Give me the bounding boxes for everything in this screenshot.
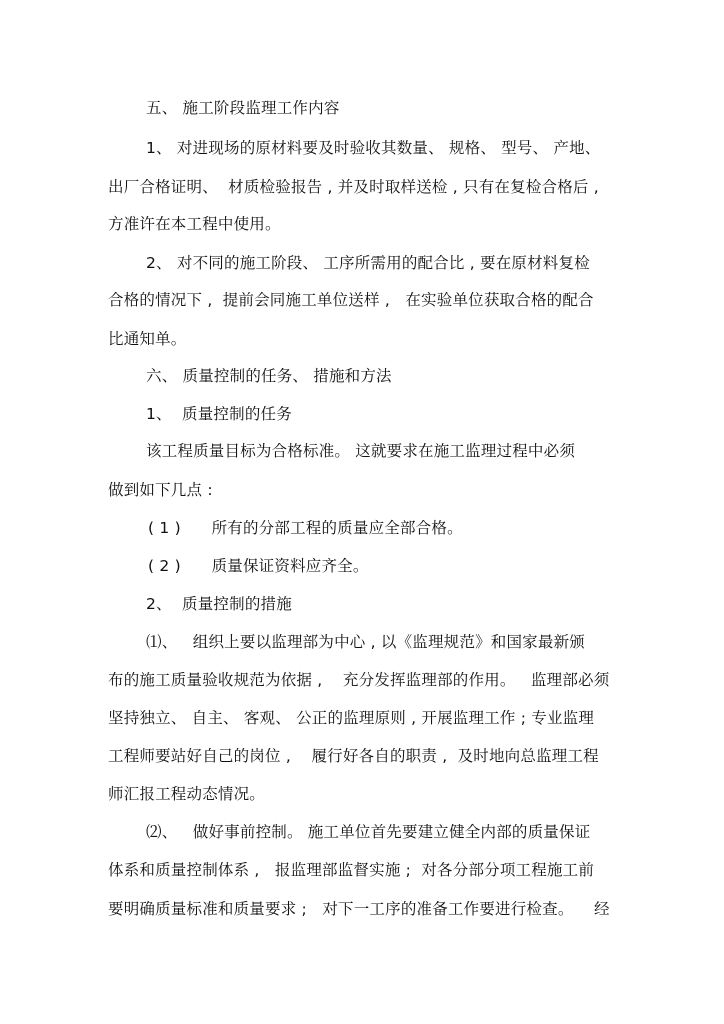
paragraph-line: 合格的情况下 , 提前会同施工单位送样 , 在实验单位获取合格的配合 [108, 291, 594, 309]
paragraph-line: 出厂合格证明、 材质检验报告 , 并及时取样送检 , 只有在复检合格后 , [108, 178, 599, 196]
paragraph-line: ⑵、 做好事前控制。 施工单位首先要建立健全内部的质量保证 [146, 823, 591, 841]
paragraph-line: 2、 对不同的施工阶段、 工序所需用的配合比 , 要在原材料复检 [146, 254, 590, 272]
list-item: ( 1 ) 所有的分部工程的质量应全部合格。 [148, 519, 463, 537]
paragraph-line: ⑴、 组织上要以监理部为中心 , 以《监理规范》和国家最新颁 [146, 633, 585, 651]
section-heading-5: 五、 施工阶段监理工作内容 [146, 99, 340, 117]
paragraph-line: 要明确质量标准和质量要求 ; 对下一工序的准备工作要进行检查。 经 [108, 900, 610, 918]
paragraph-line: 师汇报工程动态情况。 [108, 785, 266, 803]
subheading-line: 2、 质量控制的措施 [146, 595, 292, 613]
paragraph-line: 体系和质量控制体系 , 报监理部监督实施 ; 对各分部分项工程施工前 [108, 861, 595, 879]
paragraph-line: 做到如下几点 : [108, 481, 213, 499]
paragraph-line: 坚持独立、 自主、 客观、 公正的监理原则 , 开展监理工作 ; 专业监理 [108, 709, 595, 727]
section-heading-6: 六、 质量控制的任务、 措施和方法 [146, 367, 392, 385]
paragraph-line: 比通知单。 [108, 330, 187, 348]
paragraph-line: 方准许在本工程中使用。 [108, 215, 281, 233]
list-item: ( 2 ) 质量保证资料应齐全。 [148, 557, 369, 575]
paragraph-line: 工程师要站好自己的岗位 , 履行好各自的职责 , 及时地向总监理工程 [108, 747, 599, 765]
paragraph-line: 布的施工质量验收规范为依据 , 充分发挥监理部的作用。 监理部必须 [108, 671, 610, 689]
paragraph-line: 1、 对进现场的原材料要及时验收其数量、 规格、 型号、 产地、 [146, 139, 601, 157]
subheading-line: 1、 质量控制的任务 [146, 405, 292, 423]
paragraph-line: 该工程质量目标为合格标准。 这就要求在施工监理过程中必须 [146, 442, 576, 460]
